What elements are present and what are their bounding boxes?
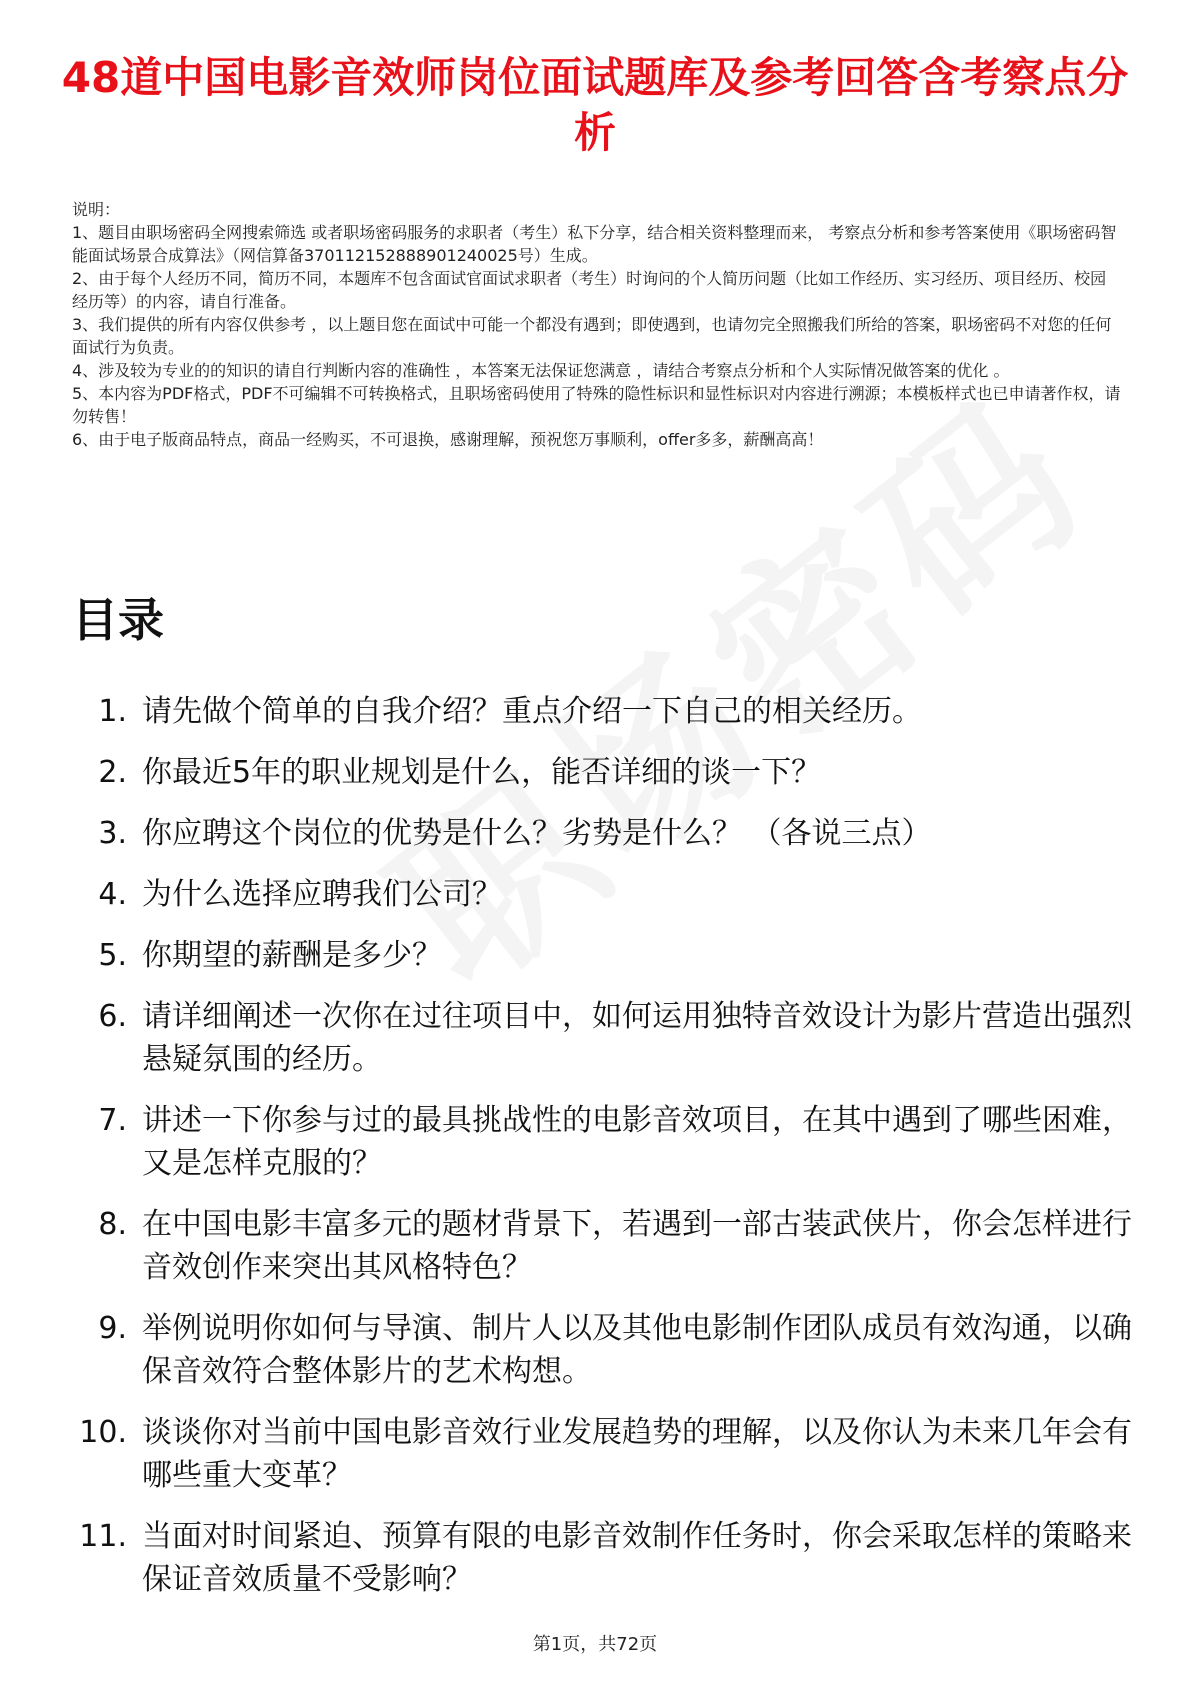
- toc-item-text: 请详细阐述一次你在过往项目中，如何运用独特音效设计为影片营造出强烈悬疑氛围的经历。: [142, 999, 1132, 1077]
- toc-item[interactable]: [72, 812, 1132, 855]
- toc-item-text: 举例说明你如何与导演、制片人以及其他电影制作团队成员有效沟通，以确保音效符合整体影片的艺术构想。: [142, 1311, 1132, 1389]
- toc-item[interactable]: [72, 690, 1132, 733]
- notes-section: [72, 198, 1122, 451]
- toc-item-number: 11.: [79, 1519, 127, 1554]
- notes-label: 说明：: [72, 200, 121, 219]
- toc-item[interactable]: [72, 1203, 1132, 1289]
- toc-item-number: 9.: [98, 1311, 127, 1346]
- toc-item-text: 请先做个简单的自我介绍？重点介绍一下自己的相关经历。: [142, 694, 922, 729]
- toc-item-number: 7.: [98, 1103, 127, 1138]
- toc-item[interactable]: [72, 751, 1132, 794]
- toc-item-text: 谈谈你对当前中国电影音效行业发展趋势的理解，以及你认为未来几年会有哪些重大变革？: [142, 1415, 1132, 1493]
- toc-item-number: 6.: [98, 999, 127, 1034]
- toc-heading: 目录: [72, 593, 164, 647]
- note-item: 2、由于每个人经历不同，简历不同，本题库不包含面试官面试求职者（考生）时询问的个人简历问题（比如工作经历、实习经历、项目经历、校园经历等）的内容，请自行准备。: [72, 269, 1107, 311]
- toc-item-text: 讲述一下你参与过的最具挑战性的电影音效项目，在其中遇到了哪些困难，又是怎样克服的？: [142, 1103, 1132, 1181]
- toc-item-number: 1.: [98, 694, 127, 729]
- note-item: 6、由于电子版商品特点，商品一经购买，不可退换，感谢理解，预祝您万事顺利，offer多多，薪酬高高！: [72, 430, 824, 449]
- note-item: 5、本内容为PDF格式，PDF不可编辑不可转换格式，且职场密码使用了特殊的隐性标识和显性标识对内容进行溯源；本模板样式也已申请著作权，请勿转售！: [72, 384, 1121, 426]
- page-number: 第1页，共72页: [532, 1634, 658, 1655]
- toc-item-text: 你应聘这个岗位的优势是什么？劣势是什么？ （各说三点）: [142, 816, 932, 851]
- toc-item[interactable]: [72, 934, 1132, 977]
- toc-list: [72, 690, 1132, 1619]
- toc-item-text: 为什么选择应聘我们公司？: [142, 877, 502, 912]
- toc-item-text: 你最近5年的职业规划是什么，能否详细的谈一下？: [142, 755, 822, 790]
- toc-item-text: 你期望的薪酬是多少？: [142, 938, 442, 973]
- toc-item[interactable]: [72, 1307, 1132, 1393]
- toc-item-number: 2.: [98, 755, 127, 790]
- toc-item-text: 当面对时间紧迫、预算有限的电影音效制作任务时，你会采取怎样的策略来保证音效质量不受影响？: [142, 1519, 1132, 1597]
- toc-item[interactable]: [72, 1515, 1132, 1601]
- toc-item-number: 5.: [98, 938, 127, 973]
- toc-item[interactable]: [72, 1099, 1132, 1185]
- toc-item[interactable]: [72, 1411, 1132, 1497]
- toc-item-text: 在中国电影丰富多元的题材背景下，若遇到一部古装武侠片，你会怎样进行音效创作来突出其风格特色？: [142, 1207, 1132, 1285]
- toc-item[interactable]: [72, 873, 1132, 916]
- toc-item[interactable]: [72, 995, 1132, 1081]
- note-item: 4、涉及较为专业的的知识的请自行判断内容的准确性 ，本答案无法保证您满意 ，请结合考察点分析和个人实际情况做答案的优化 。: [72, 361, 1010, 380]
- note-item: 1、题目由职场密码全网搜索筛选 或者职场密码服务的求职者（考生）私下分享，结合相关资料整理而来， 考察点分析和参考答案使用《职场密码智能面试场景合成算法》（网信算备370112152888901240025号）生成。: [72, 223, 1117, 265]
- toc-item-number: 3.: [98, 816, 127, 851]
- toc-item-number: 10.: [79, 1415, 127, 1450]
- toc-item-number: 8.: [98, 1207, 127, 1242]
- note-item: 3、我们提供的所有内容仅供参考 ，以上题目您在面试中可能一个都没有遇到；即使遇到，也请勿完全照搬我们所给的答案，职场密码不对您的任何面试行为负责。: [72, 315, 1112, 357]
- document-title: 48道中国电影音效师岗位面试题库及参考回答含考察点分析: [61, 53, 1129, 157]
- toc-item-number: 4.: [98, 877, 127, 912]
